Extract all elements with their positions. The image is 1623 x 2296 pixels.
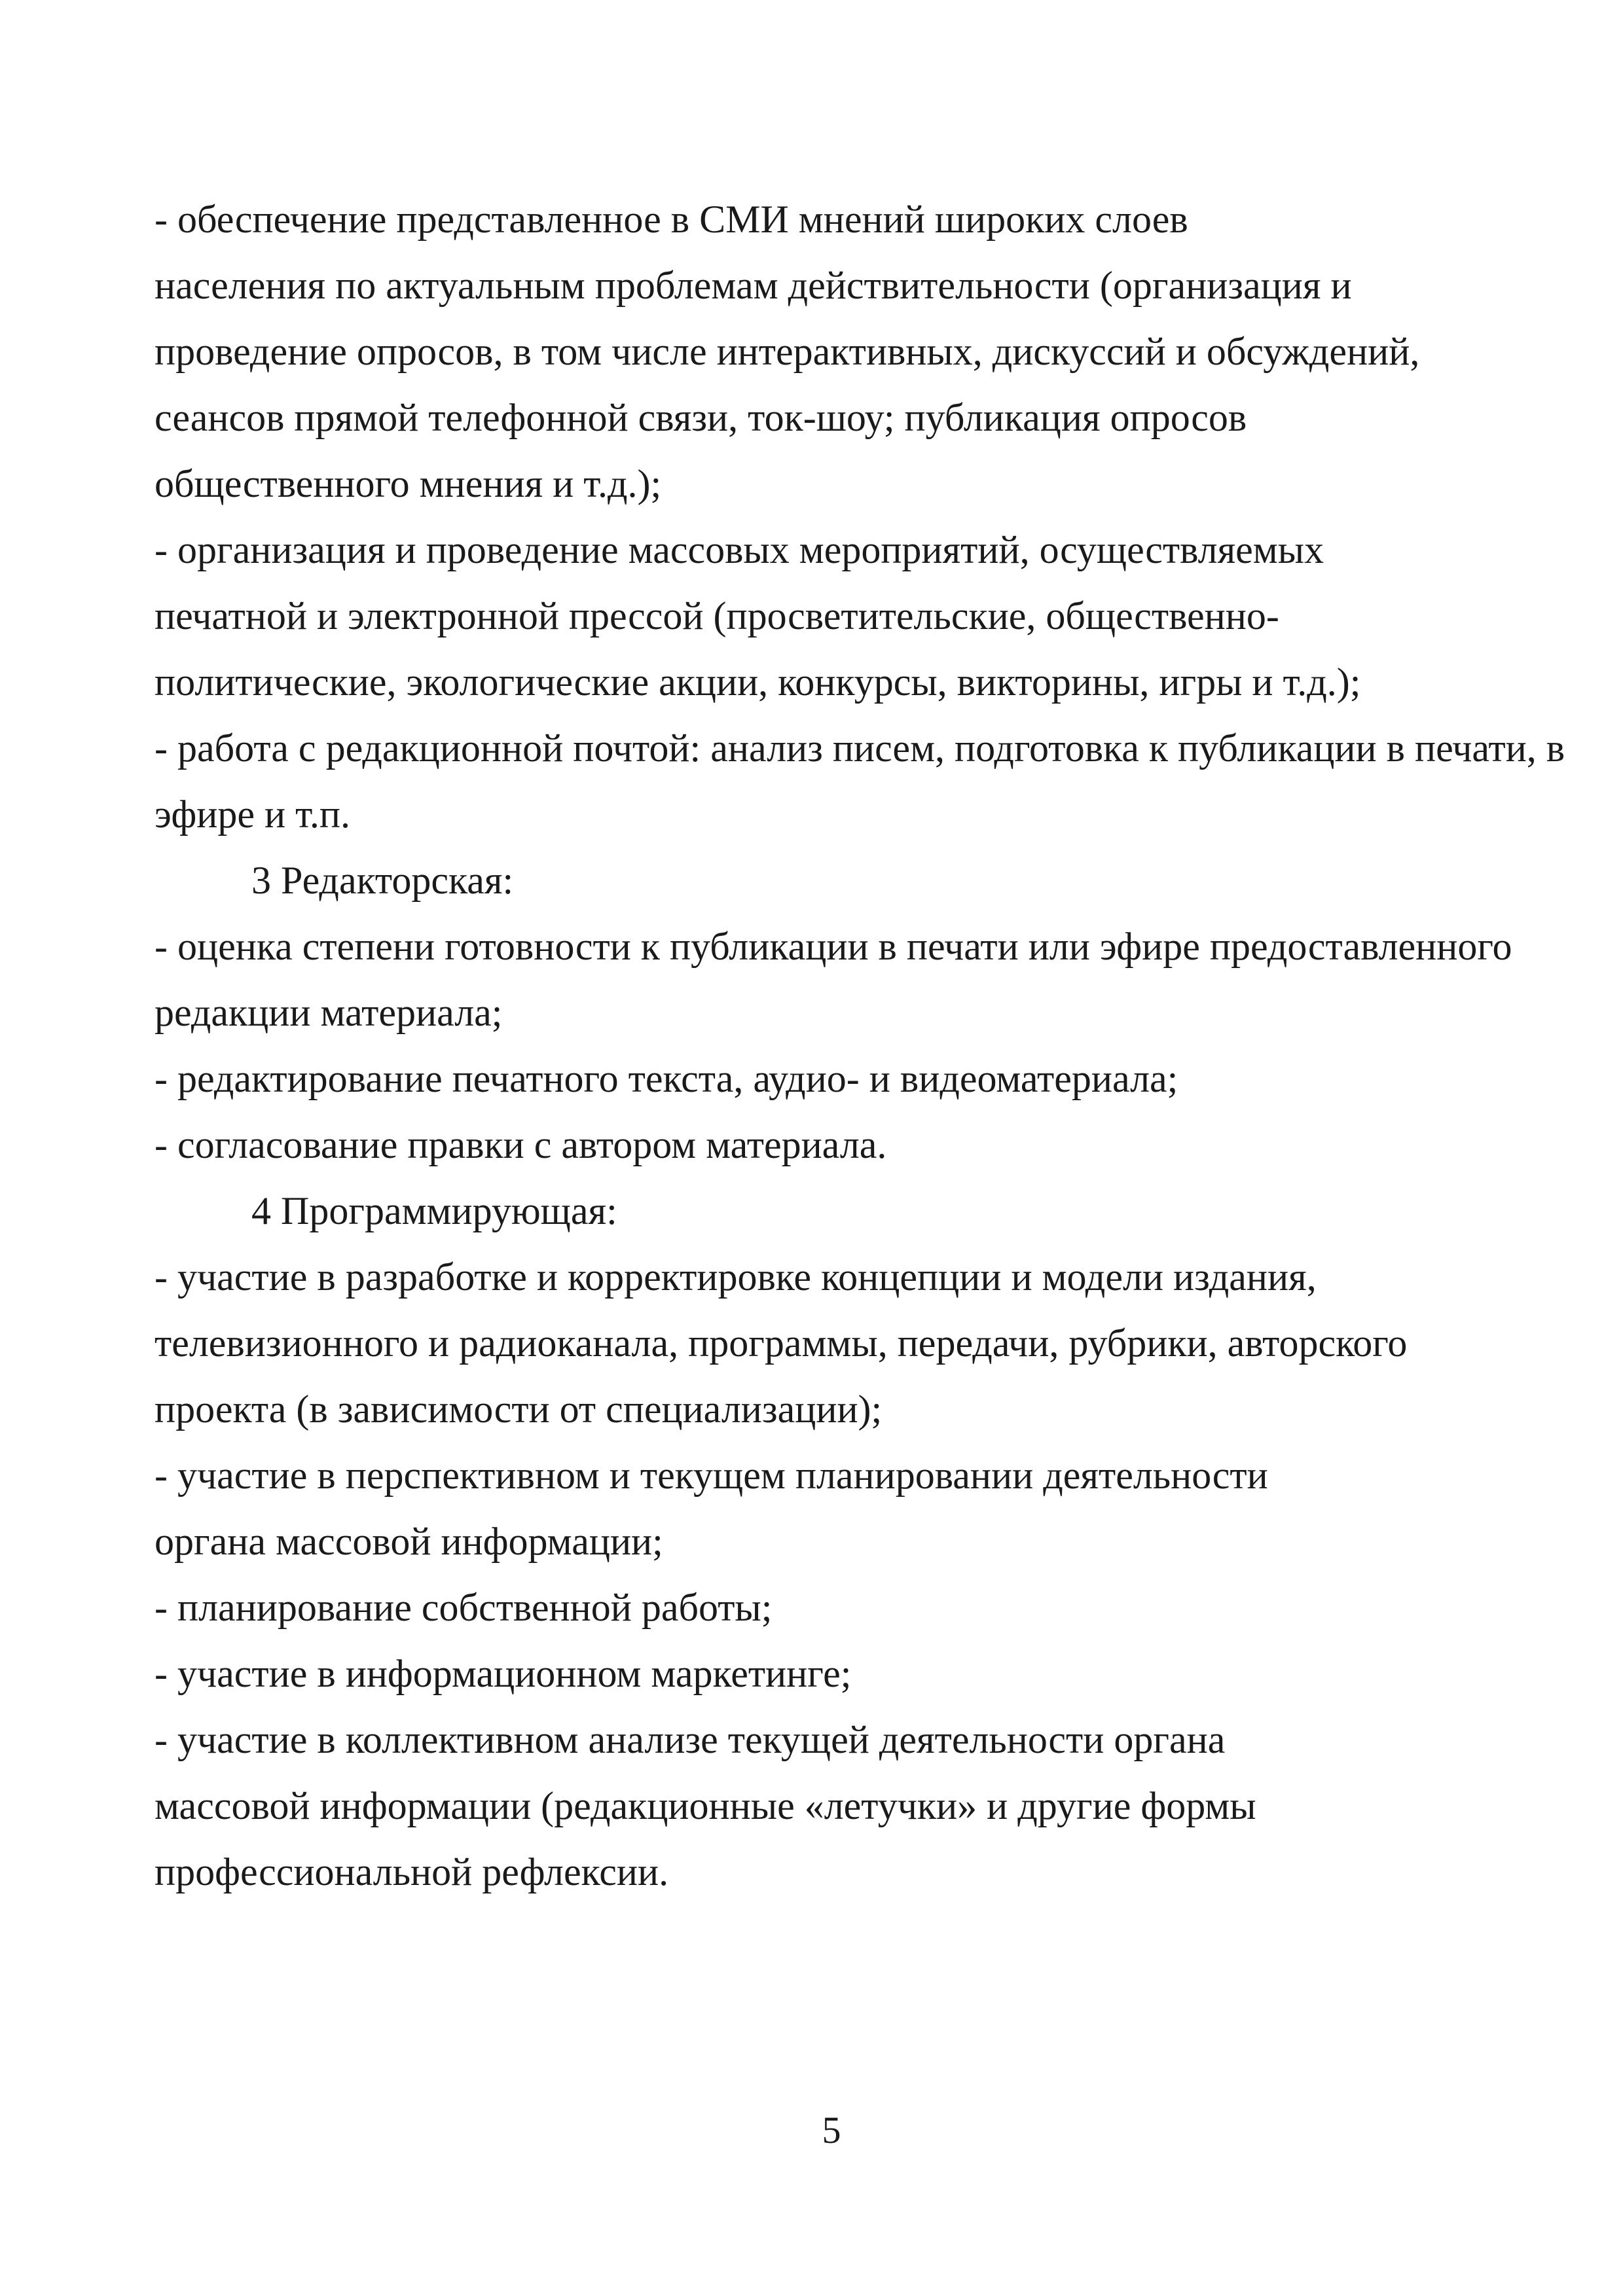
text-line-8: политические, экологические акции, конкурсы, викторины, игры и т.д.);: [155, 660, 1361, 704]
text-line-5: общественного мнения и т.д.);: [155, 462, 662, 505]
text-line-1: - обеспечение представленное в СМИ мнений широких слоев: [155, 198, 1188, 241]
text-line-2: населения по актуальным проблемам действительности (организация и: [155, 264, 1352, 307]
section-heading-editorial: 3 Редакторская:: [251, 859, 514, 902]
text-line-17: - участие в разработке и корректировке концепции и модели издания,: [155, 1255, 1317, 1299]
text-line-22: - планирование собственной работы;: [155, 1586, 773, 1629]
text-line-15: - согласование правки с автором материала.: [155, 1123, 887, 1166]
text-line-9: - работа с редакционной почтой: анализ писем, подготовка к публикации в печати, в: [155, 726, 1565, 770]
text-line-10: эфире и т.п.: [155, 793, 350, 836]
text-line-12: - оценка степени готовности к публикации в печати или эфире предоставленного: [155, 925, 1512, 968]
text-line-20: - участие в перспективном и текущем планировании деятельности: [155, 1454, 1268, 1497]
text-line-4: сеансов прямой телефонной связи, ток-шоу; публикация опросов: [155, 396, 1247, 439]
text-line-14: - редактирование печатного текста, аудио- и видеоматериала;: [155, 1057, 1178, 1100]
text-line-6: - организация и проведение массовых мероприятий, осуществляемых: [155, 528, 1324, 571]
section-heading-programming: 4 Программирующая:: [251, 1189, 617, 1232]
text-line-7: печатной и электронной прессой (просветительские, общественно-: [155, 594, 1279, 637]
text-line-26: профессиональной рефлексии.: [155, 1850, 669, 1893]
text-line-25: массовой информации (редакционные «летучки» и другие формы: [155, 1784, 1256, 1827]
text-line-19: проекта (в зависимости от специализации);: [155, 1388, 883, 1431]
text-line-13: редакции материала;: [155, 991, 503, 1034]
text-line-21: органа массовой информации;: [155, 1520, 663, 1563]
text-line-18: телевизионного и радиоканала, программы, передачи, рубрики, авторского: [155, 1321, 1408, 1365]
text-line-23: - участие в информационном маркетинге;: [155, 1652, 852, 1695]
text-line-3: проведение опросов, в том числе интерактивных, дискуссий и обсуждений,: [155, 330, 1420, 373]
text-line-24: - участие в коллективном анализе текущей деятельности органа: [155, 1718, 1226, 1761]
page-number: 5: [822, 2109, 841, 2151]
